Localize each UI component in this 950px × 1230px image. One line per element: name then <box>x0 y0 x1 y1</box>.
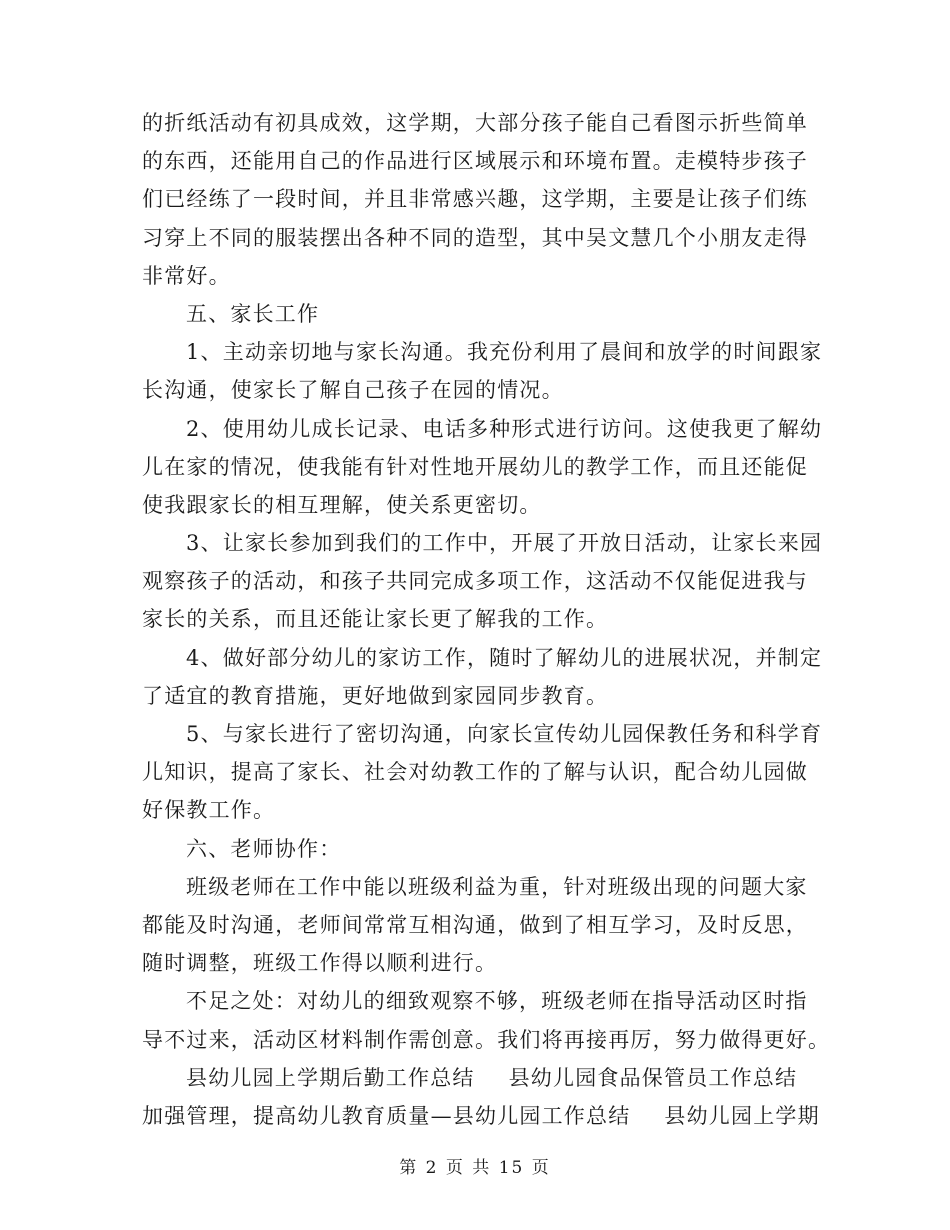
paragraph-line: 2、使用幼儿成长记录、电话多种形式进行访问。这使我更了解幼 <box>186 416 823 441</box>
paragraph-line: 1、主动亲切地与家长沟通。我充份利用了晨间和放学的时间跟家 <box>186 340 823 365</box>
paragraph-line: 好保教工作。 <box>142 798 276 823</box>
paragraph-line: 不足之处：对幼儿的细致观察不够，班级老师在指导活动区时指 <box>186 989 808 1014</box>
related-link-last-semester[interactable]: 县幼儿园上学期 <box>664 1103 820 1128</box>
paragraph-line: 观察孩子的活动，和孩子共同完成多项工作，这活动不仅能促进我与 <box>142 569 808 594</box>
paragraph-line: 5、与家长进行了密切沟通，向家长宣传幼儿园保教任务和科学育 <box>186 722 823 746</box>
related-link-management-quality[interactable]: 加强管理，提高幼儿教育质量—县幼儿园工作总结 <box>142 1103 631 1128</box>
section-heading-parents: 五、家长工作 <box>186 301 320 326</box>
paragraph-line: 儿知识，提高了家长、社会对幼教工作的了解与认识，配合幼儿园做 <box>142 760 808 785</box>
related-links <box>142 1059 820 1135</box>
paragraph-line: 的折纸活动有初具成效，这学期，大部分孩子能自己看图示折些简单 <box>142 111 808 135</box>
paragraph-line: 家长的关系，而且还能让家长更了解我的工作。 <box>142 607 609 632</box>
paragraph-line: 们已经练了一段时间，并且非常感兴趣，这学期，主要是让孩子们练 <box>142 187 808 212</box>
paragraph-line: 非常好。 <box>142 263 231 288</box>
paragraph-line: 使我跟家长的相互理解，使关系更密切。 <box>142 492 542 517</box>
related-link-food-keeper-summary[interactable]: 县幼儿园食品保管员工作总结 <box>508 1065 798 1090</box>
paragraph-line: 班级老师在工作中能以班级利益为重，针对班级出现的问题大家 <box>186 874 808 899</box>
related-link-logistics-summary[interactable]: 县幼儿园上学期后勤工作总结 <box>186 1065 475 1090</box>
paragraph-line: 了适宜的教育措施，更好地做到家园同步教育。 <box>142 683 609 708</box>
paragraph-line: 随时调整，班级工作得以顺利进行。 <box>142 951 498 976</box>
page-number-footer: 第 2 页 共 15 页 <box>399 1158 551 1178</box>
section-heading-teachers: 六、老师协作： <box>186 836 342 861</box>
paragraph-line: 4、做好部分幼儿的家访工作，随时了解幼儿的进展状况，并制定 <box>186 645 823 670</box>
paragraph-line: 的东西，还能用自己的作品进行区域展示和环境布置。走模特步孩子 <box>142 149 808 174</box>
document-page <box>142 104 831 1135</box>
paragraph-line: 儿在家的情况，使我能有针对性地开展幼儿的教学工作，而且还能促 <box>142 454 808 479</box>
paragraph-line: 导不过来，活动区材料制作需创意。我们将再接再厉，努力做得更好。 <box>142 1027 831 1052</box>
paragraph-line: 3、让家长参加到我们的工作中，开展了开放日活动，让家长来园 <box>186 531 823 556</box>
body-text <box>142 104 831 1059</box>
paragraph-line: 习穿上不同的服装摆出各种不同的造型，其中吴文慧几个小朋友走得 <box>142 225 808 250</box>
paragraph-line: 长沟通，使家长了解自己孩子在园的情况。 <box>142 378 564 403</box>
paragraph-line: 都能及时沟通，老师间常常互相沟通，做到了相互学习，及时反思， <box>142 912 808 937</box>
related-links-row <box>142 1097 820 1135</box>
related-links-row <box>142 1059 814 1097</box>
